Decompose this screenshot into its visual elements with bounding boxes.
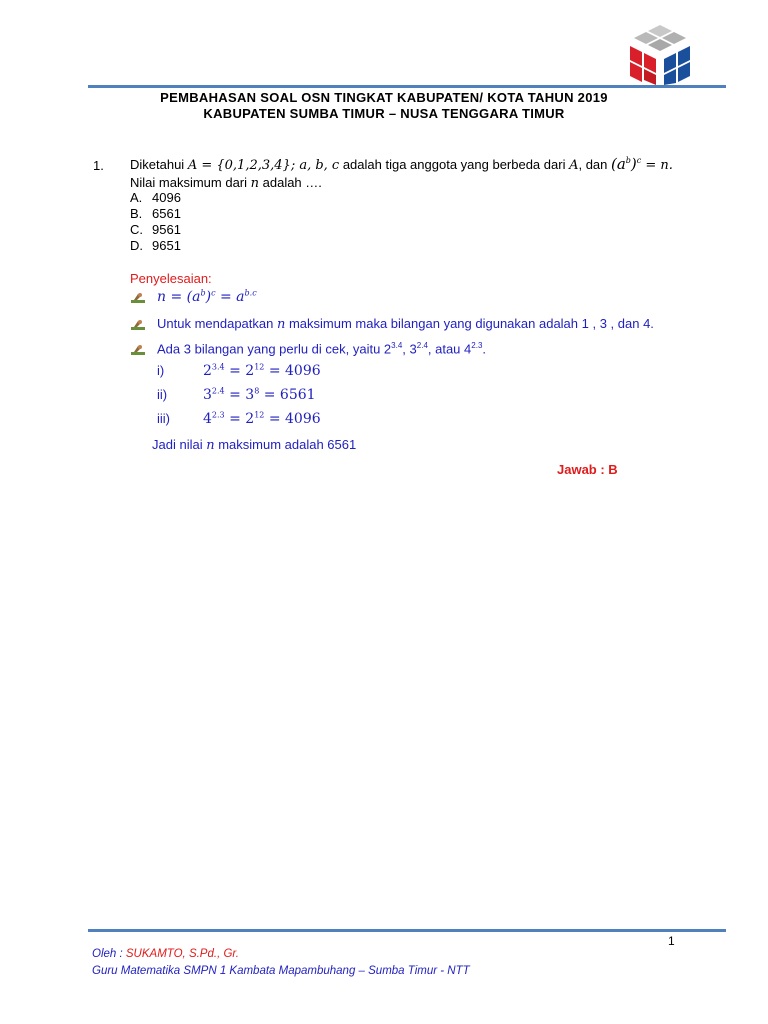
question-text: Diketahui A = {0,1,2,3,4}; a, b, c adalah tiga anggota yang berbeda dari A, dan $(a^b)^c = n$.	[130, 155, 673, 173]
solution-step2: Untuk mendapatkan n maksimum maka bilangan yang digunakan adalah 1 , 3 , dan 4.	[157, 316, 654, 332]
footer-author-line: Oleh : SUKAMTO, S.Pd., Gr.	[92, 948, 239, 960]
footer-affiliation: Guru Matematika SMPN 1 Kambata Mapambuhang – Sumba Timur - NTT	[92, 965, 470, 977]
page-number: 1	[668, 934, 675, 948]
case-list	[157, 362, 321, 434]
header-rule	[88, 85, 726, 88]
question-line2: Nilai maksimum dari n adalah ….	[130, 175, 322, 191]
writing-hand-icon	[130, 319, 146, 331]
logo	[624, 24, 696, 86]
solution-heading: Penyelesaian:	[130, 271, 212, 286]
case-row: iii) $4^{2.3} = 2^{12} = 4096$	[157, 410, 321, 427]
solution-conclusion: Jadi nilai n maksimum adalah 6561	[152, 437, 357, 453]
solution-step1: $n = (a^b)^c = a^{b.c}$	[157, 288, 257, 305]
answer-label: Jawab : B	[557, 462, 618, 477]
case-row: i) $2^{3.4} = 2^{12} = 4096$	[157, 362, 321, 379]
header-title-line2: KABUPATEN SUMBA TIMUR – NUSA TENGGARA TIMUR	[203, 106, 565, 121]
options-list	[130, 190, 181, 254]
case-row: ii) $3^{2.4} = 3^8 = 6561$	[157, 386, 316, 403]
solution-step3: Ada 3 bilangan yang perlu di cek, yaitu $2^{3.4}$, $3^{2.4}$, atau $4^{2.3}$.	[157, 341, 487, 357]
option: D. 9651	[130, 238, 181, 253]
option: B. 6561	[130, 206, 181, 221]
footer-rule	[88, 929, 726, 932]
header-title-line1: PEMBAHASAN SOAL OSN TINGKAT KABUPATEN/ KOTA TAHUN 2019	[160, 90, 608, 105]
writing-hand-icon	[130, 292, 146, 304]
option: A. 4096	[130, 190, 181, 205]
writing-hand-icon	[130, 344, 146, 356]
option: C. 9561	[130, 222, 181, 237]
question-number: 1.	[93, 158, 104, 173]
